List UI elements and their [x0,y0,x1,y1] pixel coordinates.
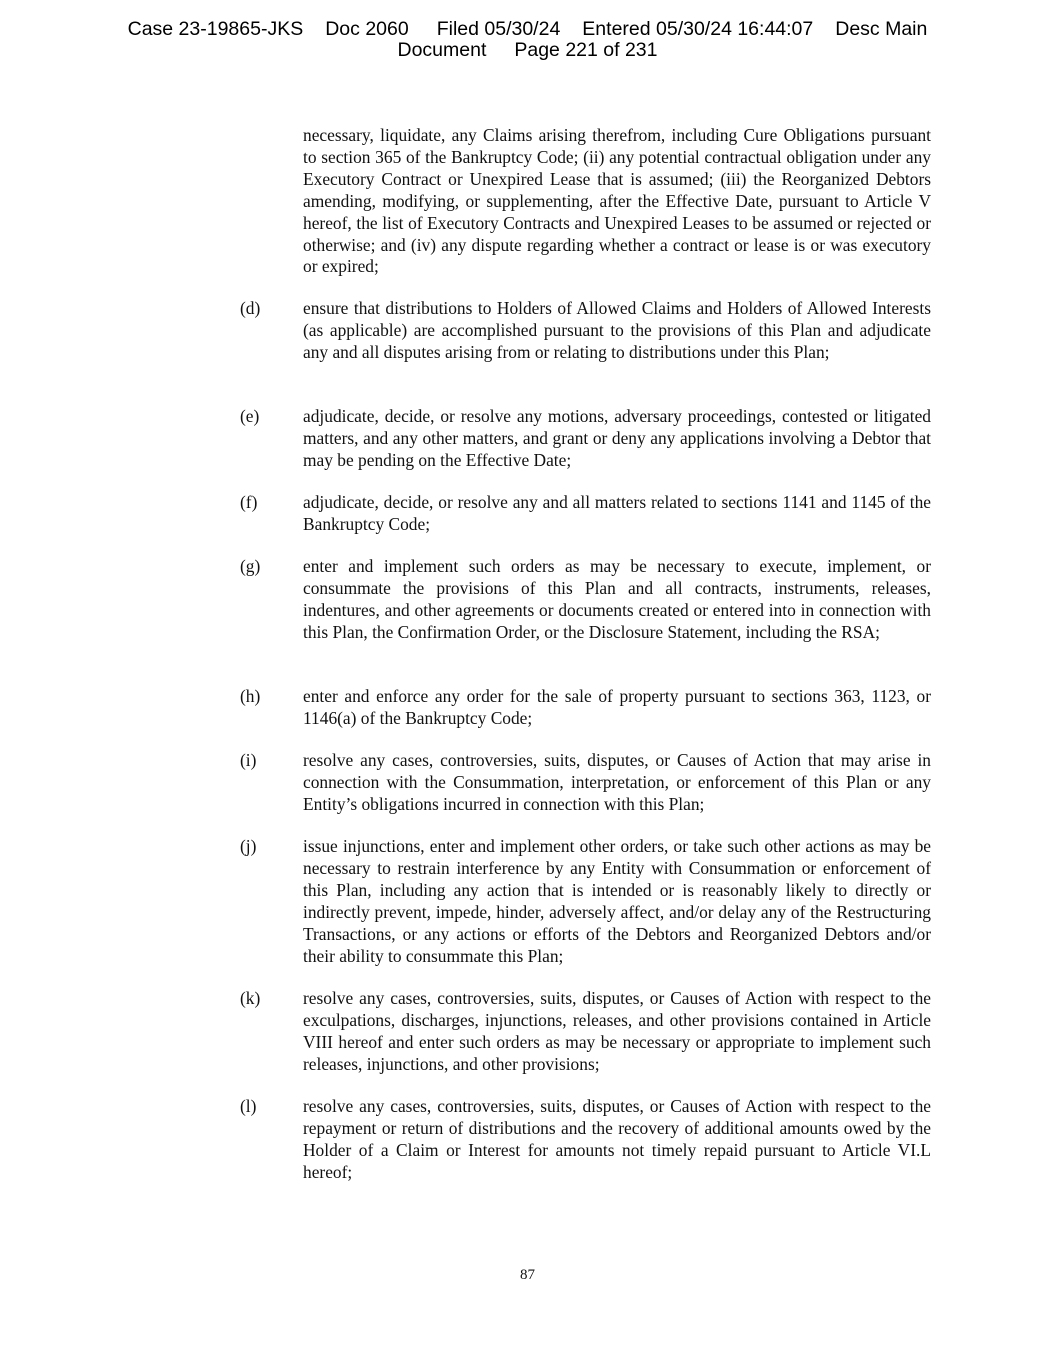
list-item-j [240,836,931,967]
item-text: adjudicate, decide, or resolve any motions, adversary proceedings, contested or litigated matters, and any other matters, and grant or deny any applications involving a Debtor that may be pending on the Effective Date; [303,406,931,470]
item-text: resolve any cases, controversies, suits, disputes, or Causes of Action with respect to the exculpations, discharges, injunctions, releases, and other provisions contained in Article VIII hereof and enter such orders as may be necessary or appropriate to implement such releases, injunctions, and other provisions; [303,988,931,1074]
item-label: (g) [240,556,261,576]
page-of-label: Page 221 of 231 [514,39,658,61]
stamp-line-2 [0,40,1055,61]
list-item-d [240,298,931,364]
stamp-line-1 [0,19,1055,40]
item-label: (f) [240,492,258,512]
item-label: (d) [240,298,261,318]
list-item-k [240,988,931,1076]
continuation-paragraph: necessary, liquidate, any Claims arising therefrom, including Cure Obligations pursuant to section 365 of the Bankruptcy Code; (ii) any potential contractual obligation under any Executory Contract or Unexpired Lease that is assumed; (iii) the Reorganized Debtors amending, modifying, or supplementing, after the Effective Date, pursuant to Article V hereof, the list of Executory Contracts and Unexpired Leases to be assumed or rejected or otherwise; and (iv) any dispute regarding whether a contract or lease is or was executory or expired; [303,125,931,277]
item-text: enter and implement such orders as may be necessary to execute, implement, or consummate the provisions of this Plan and all contracts, instruments, releases, indentures, and other agreements or documents created or entered into in connection with this Plan, the Confirmation Order, or the Disclosure Statement, including the RSA; [303,556,931,642]
item-label: (k) [240,988,261,1008]
document-label: Document [397,39,487,61]
item-text: resolve any cases, controversies, suits, disputes, or Causes of Action with respect to the repayment or return of distributions and the recovery of additional amounts owed by the Holder of a Claim or Interest for amounts not timely repaid pursuant to Article VI.L hereof; [303,1096,931,1182]
court-filing-stamp [0,19,1055,61]
list-item-h [240,686,931,730]
entered-date: Entered 05/30/24 16:44:07 [582,18,814,40]
item-label: (e) [240,406,260,426]
item-label: (l) [240,1096,257,1116]
item-label: (i) [240,750,257,770]
list-item-f [240,492,931,536]
page-number: 87 [520,1267,535,1283]
item-label: (h) [240,686,261,706]
case-number: Case 23-19865-JKS [127,18,304,40]
item-text: issue injunctions, enter and implement other orders, or take such other actions as may be necessary to restrain interference by any Entity with Consummation or enforcement of this Plan, including any action that is intended or is reasonably likely to directly or indirectly prevent, impede, hinder, adversely affect, and/or delay any of the Restructuring Transactions, or any actions or efforts of the Debtors and Reorganized Debtors and/or their ability to consummate this Plan; [303,836,931,966]
list-item-g [240,556,931,644]
list-item-l [240,1096,931,1184]
item-text: resolve any cases, controversies, suits, disputes, or Causes of Action that may arise in connection with the Consummation, interpretation, or enforcement of this Plan or any Entity’s obligations incurred in connection with this Plan; [303,750,931,814]
list-item-e [240,406,931,472]
item-text: ensure that distributions to Holders of Allowed Claims and Holders of Allowed Interests (as applicable) are accomplished pursuant to the provisions of this Plan and adjudicate any and all disputes arising from or relating to distributions under this Plan; [303,298,931,362]
item-text: enter and enforce any order for the sale of property pursuant to sections 363, 1123, or 1146(a) of the Bankruptcy Code; [303,686,931,728]
list-item-i [240,750,931,816]
item-text: adjudicate, decide, or resolve any and all matters related to sections 1141 and 1145 of the Bankruptcy Code; [303,492,931,534]
doc-number: Doc 2060 [325,18,409,40]
filed-date: Filed 05/30/24 [436,18,561,40]
item-label: (j) [240,836,257,856]
desc-label: Desc Main [835,18,928,40]
